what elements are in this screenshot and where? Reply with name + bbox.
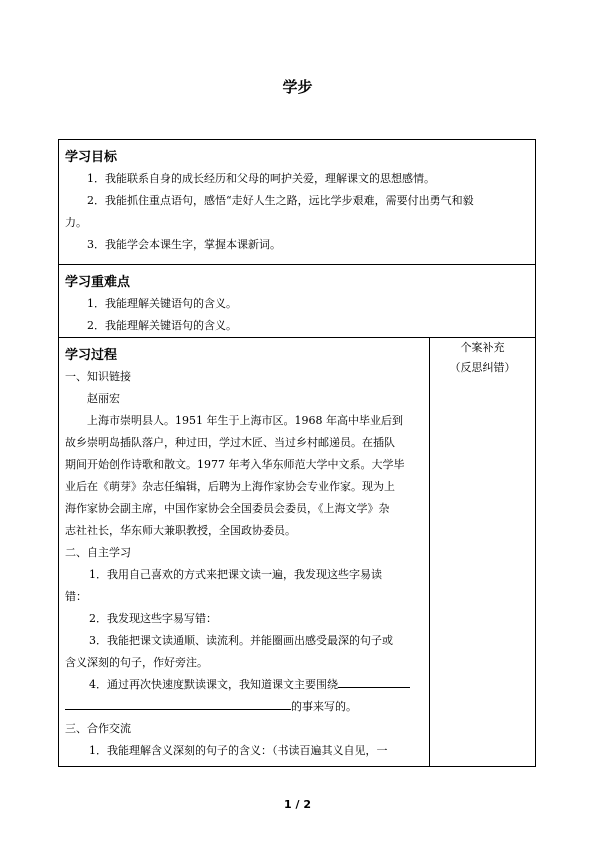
key-point-line: 1．我能理解关键语句的含义。 bbox=[87, 297, 237, 310]
learning-goals-heading: 学习目标 bbox=[65, 150, 118, 165]
self-study-item-4-text: 4．通过再次快速度默读课文，我知道课文主要围绕 bbox=[89, 678, 338, 691]
key-points-cell bbox=[59, 265, 536, 338]
goal-line: 3．我能学会本课生字，掌握本课新词。 bbox=[87, 238, 281, 251]
self-study-item-4-cont bbox=[59, 696, 429, 718]
coop-item-1: 1．我能理解含义深刻的句子的含义：（书读百遍其义自见，一 bbox=[89, 744, 388, 757]
key-point-line: 2．我能理解关键语句的含义。 bbox=[87, 319, 237, 332]
bio-line: 上海市崇明县人。1951 年生于上海市区。1968 年高中毕业后到 bbox=[87, 414, 403, 427]
goal-line: 1．我能联系自身的成长经历和父母的呵护关爱，理解课文的思想感情。 bbox=[87, 172, 435, 185]
learning-process-cell bbox=[59, 338, 430, 767]
reflection-column bbox=[430, 338, 536, 767]
self-study-item-4-end: 的事来写的。 bbox=[291, 700, 357, 713]
part3-title: 三、合作交流 bbox=[65, 722, 131, 735]
part1-title: 一、知识链接 bbox=[65, 370, 131, 383]
self-study-item-3-cont: 含义深刻的句子，作好旁注。 bbox=[65, 656, 208, 669]
learning-process-heading: 学习过程 bbox=[65, 348, 118, 363]
bio-line: 故乡崇明岛插队落户，种过田，学过木匠、当过乡村邮递员。在插队 bbox=[65, 436, 395, 449]
side-note-title: 个案补充 bbox=[460, 341, 505, 354]
study-sheet-table bbox=[58, 139, 536, 767]
bio-line: 海作家协会副主席，中国作家协会全国委员会委员，《上海文学》杂 bbox=[65, 502, 390, 515]
side-note-subtitle: （反思纠错） bbox=[449, 361, 516, 374]
self-study-item-1-cont: 错： bbox=[65, 590, 87, 603]
bio-line: 业后在《萌芽》杂志任编辑，后聘为上海作家协会专业作家。现为上 bbox=[65, 480, 395, 493]
goal-line: 2．我能抓住重点语句，感悟“走好人生之路，远比学步艰难，需要付出勇气和毅 bbox=[87, 194, 474, 207]
document-title: 学步 bbox=[282, 78, 313, 96]
bio-line: 期间开始创作诗歌和散文。1977 年考入华东师范大学中文系。大学毕 bbox=[65, 458, 405, 471]
self-study-item-2: 2．我发现这些字易写错： bbox=[89, 612, 217, 625]
page-number: 1 / 2 bbox=[284, 798, 311, 811]
self-study-item-4 bbox=[59, 674, 429, 696]
key-points-heading: 学习重难点 bbox=[65, 275, 131, 290]
learning-goals-cell bbox=[59, 140, 536, 265]
fill-blank-line[interactable] bbox=[338, 675, 410, 688]
part2-title: 二、自主学习 bbox=[65, 546, 131, 559]
author-name: 赵丽宏 bbox=[87, 392, 120, 405]
goal-line: 力。 bbox=[65, 216, 87, 229]
fill-blank-line[interactable] bbox=[65, 697, 291, 710]
bio-line: 志社社长，华东师大兼职教授，全国政协委员。 bbox=[65, 524, 296, 537]
self-study-item-1: 1．我用自己喜欢的方式来把课文读一遍，我发现这些字易读 bbox=[89, 568, 382, 581]
self-study-item-3: 3．我能把课文读通顺、读流利。并能圈画出感受最深的句子或 bbox=[89, 634, 393, 647]
